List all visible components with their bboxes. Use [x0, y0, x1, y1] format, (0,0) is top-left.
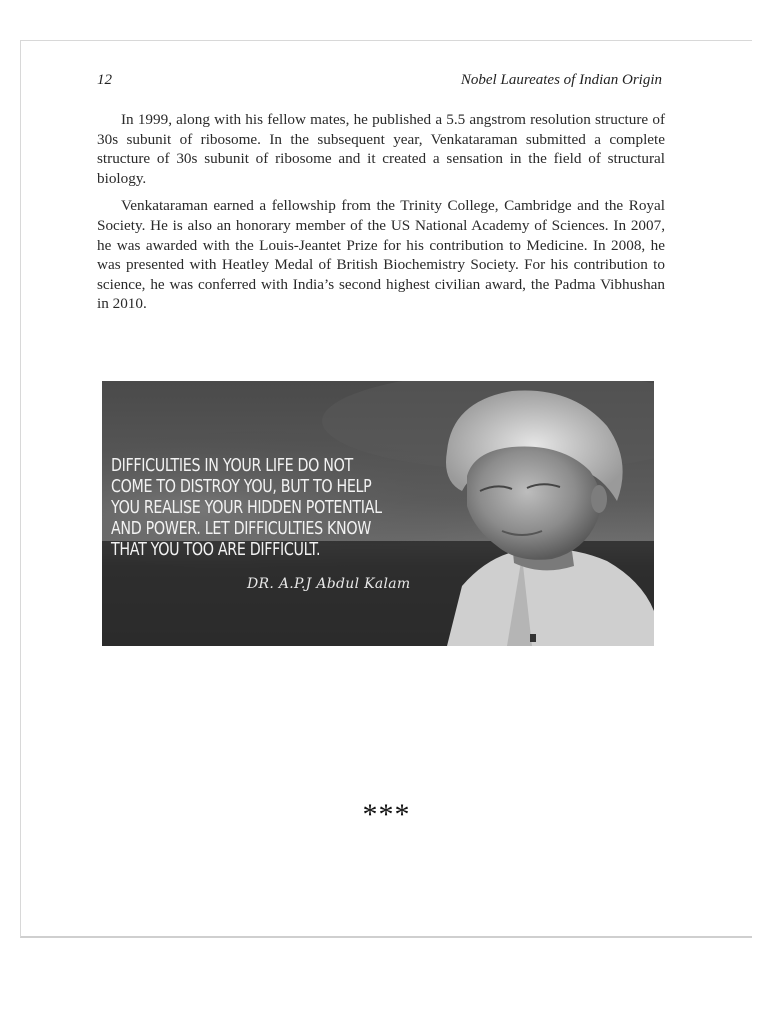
body-text — [97, 110, 665, 322]
quote-signature: DR. A.P.J Abdul Kalam — [247, 576, 411, 592]
paragraph: Venkataraman earned a fellowship from the Trinity College, Cambridge and the Royal Society. He is also an honorary member of the US National Academy of Sciences. In 2007, he was awarded with the Louis-Jeantet Prize for his contribution to Medicine. In 2008, he was presented with Heatley Medal of British Biochemistry Society. For his contribution to science, he was conferred with India’s second highest civilian award, the Padma Vibhushan in 2010. — [97, 197, 665, 313]
quote-line: DIFFICULTIES IN YOUR LIFE DO NOT — [111, 456, 353, 476]
page-number: 12 — [97, 72, 112, 88]
paragraph: In 1999, along with his fellow mates, he published a 5.5 angstrom resolution structure of 30s subunit of ribosome. In the subsequent year, Venkataraman submitted a complete structure of 30s subunit of ribosome and it created a sensation in the field of structural biology. — [97, 111, 665, 187]
quote-line: YOU REALISE YOUR HIDDEN POTENTIAL — [111, 498, 382, 518]
quote-line: AND POWER. LET DIFFICULTIES KNOW — [111, 519, 372, 539]
quote-line: THAT YOU TOO ARE DIFFICULT. — [111, 540, 321, 560]
quote-image — [102, 381, 654, 646]
running-title: Nobel Laureates of Indian Origin — [460, 72, 662, 88]
book-page — [20, 40, 752, 938]
quote-text — [111, 456, 382, 561]
section-end-mark: *** — [362, 798, 411, 831]
quote-line: COME TO DISTROY YOU, BUT TO HELP — [111, 477, 372, 497]
running-head — [97, 72, 662, 89]
